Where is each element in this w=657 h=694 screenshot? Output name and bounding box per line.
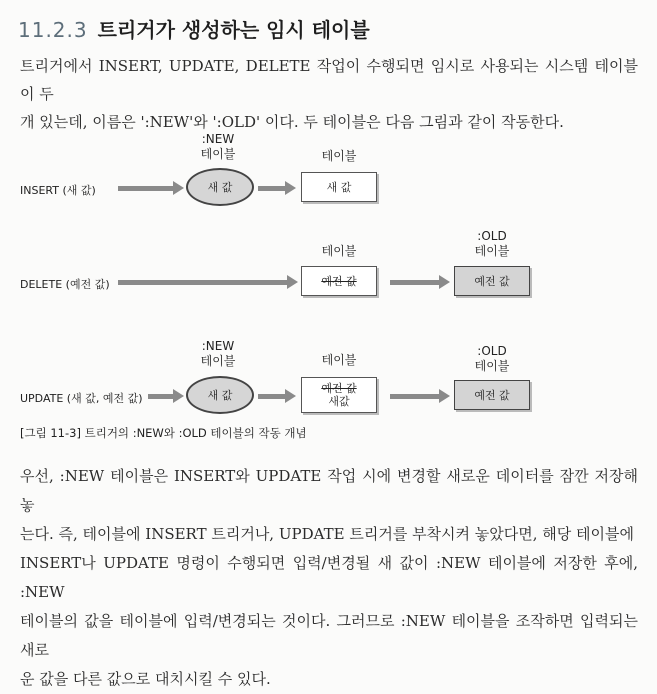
delete-arrow-1 [118, 275, 298, 289]
delete-old-table-box [454, 266, 530, 296]
insert-new-table-oval [186, 168, 254, 206]
insert-arrow-1 [118, 181, 184, 195]
update-table-box [301, 377, 377, 413]
delete-arrow-2 [390, 275, 450, 289]
update-old-caption: :OLD 테이블 [474, 344, 510, 373]
update-new-table-oval [186, 376, 254, 414]
update-new-caption: :NEW 테이블 [200, 339, 236, 368]
section-number: 11.2.3 [18, 18, 88, 42]
body-line: 는다. 즉, 테이블에 INSERT 트리거나, UPDATE 트리거를 부착시켜 놓았다면, 해당 테이블에 [20, 525, 635, 543]
delete-table-caption: 테이블 [321, 244, 357, 258]
insert-row-label: INSERT (새 값) [20, 184, 96, 197]
update-old-value: 예전 값 [474, 388, 510, 402]
section-heading [18, 14, 370, 43]
insert-table-value: 새 값 [326, 180, 352, 194]
delete-row-label: DELETE (예전 값) [20, 278, 110, 291]
update-arrow-1 [148, 389, 184, 403]
insert-new-value: 새 값 [207, 181, 233, 194]
update-row-label: UPDATE (새 값, 예전 값) [20, 392, 143, 405]
delete-old-value: 예전 값 [474, 274, 510, 288]
update-arrow-2 [258, 389, 296, 403]
intro-line: 트리거에서 INSERT, UPDATE, DELETE 작업이 수행되면 임시로 사용되는 시스템 테이블이 두 [20, 57, 638, 103]
insert-table-caption: 테이블 [321, 149, 357, 163]
body-paragraph [20, 462, 638, 694]
update-table-caption: 테이블 [321, 353, 357, 367]
delete-table-value-struck: 예전 값 [321, 274, 357, 288]
update-old-table-box [454, 380, 530, 410]
body-line: INSERT나 UPDATE 명령이 수행되면 입력/변경될 새 값이 :NEW 테이블에 저장한 후에, :NEW [20, 554, 638, 601]
delete-table-box [301, 266, 377, 296]
insert-new-caption: :NEW 테이블 [200, 132, 236, 161]
intro-line: 개 있는데, 이름은 ':NEW'와 ':OLD' 이다. 두 테이블은 다음 그림과 같이 작동한다. [20, 113, 564, 131]
figure-caption: [그림 11-3] 트리거의 :NEW와 :OLD 테이블의 작동 개념 [20, 426, 307, 440]
insert-arrow-2 [258, 181, 296, 195]
intro-paragraph [20, 52, 638, 136]
update-table-new-value: 새값 [328, 395, 350, 408]
update-table-old-value: 예전 값 [321, 382, 357, 395]
body-line: 운 값을 다른 값으로 대치시킬 수 있다. [20, 670, 271, 688]
update-arrow-3 [390, 389, 450, 403]
update-new-value: 새 값 [207, 389, 233, 402]
body-line: 우선, :NEW 테이블은 INSERT와 UPDATE 작업 시에 변경할 새로운 데이터를 잠깐 저장해 놓 [20, 467, 638, 514]
insert-table-box [301, 172, 377, 202]
section-title: 트리거가 생성하는 임시 테이블 [97, 18, 370, 42]
body-line: 테이블의 값을 테이블에 입력/변경되는 것이다. 그러므로 :NEW 테이블을 조작하면 입력되는 새로 [20, 612, 638, 659]
delete-old-caption: :OLD 테이블 [474, 229, 510, 258]
